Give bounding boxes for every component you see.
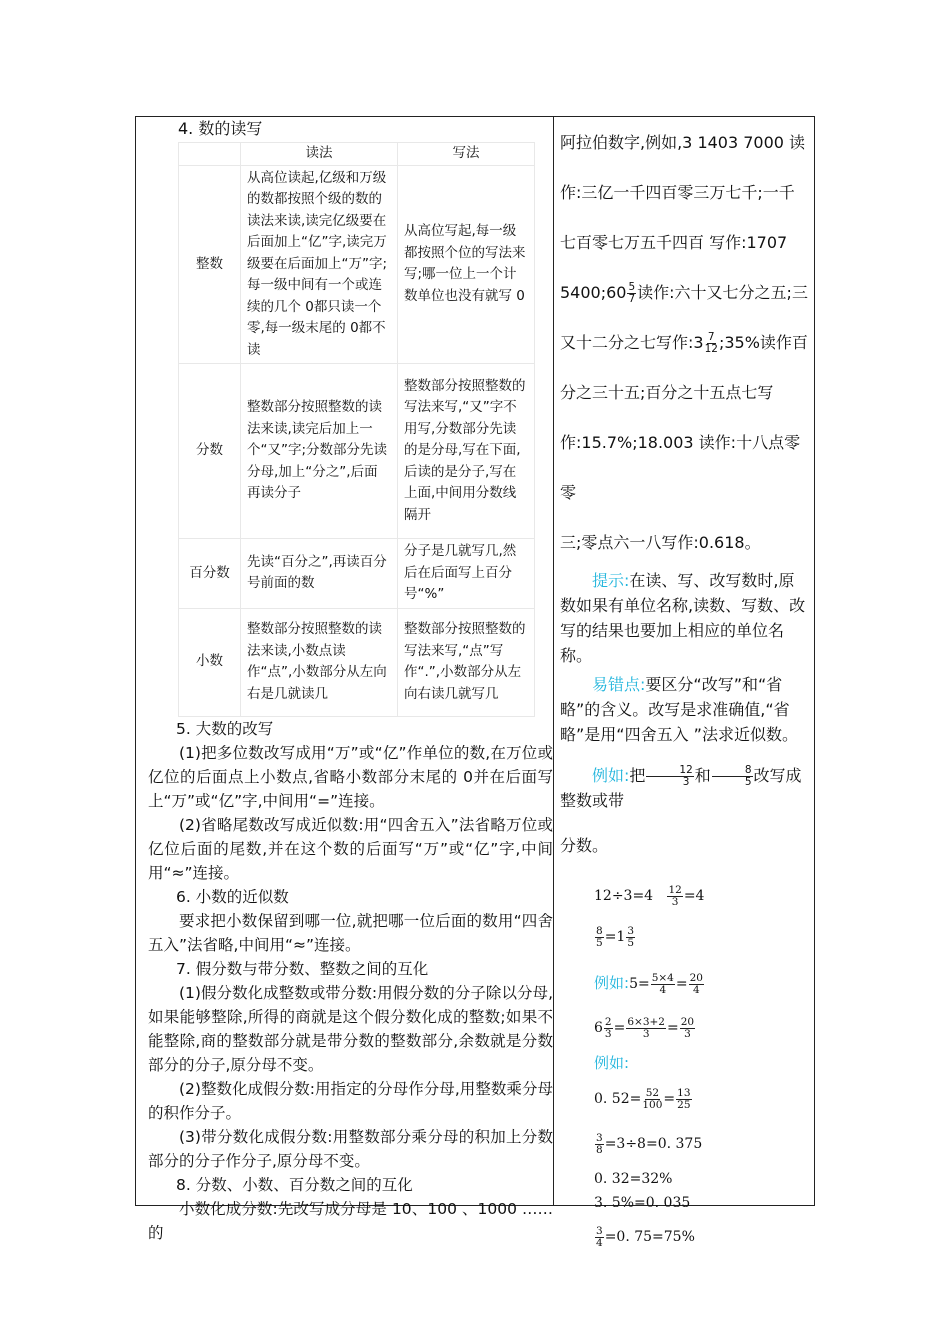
read-cell: 从高位读起,亿级和万级的数都按照个级的数的读法来读,读完亿级要在后面加上“亿”字,读完万级要在后面加上“万”字;每一级中间有一个或连续的几个 0都只读一个零,每一级末尾的 0都不读 [241,165,398,364]
row-header: 小数 [179,608,241,716]
math-line: $\frac{3}{8}$ =3÷8=0. 375 [596,1131,703,1156]
section-8-title: 8. 分数、小数、百分数之间的互化 [176,1175,413,1194]
write-cell: 从高位写起,每一级都按照个位的写法来写;哪一位上一个计数单位也没有就写 0 [398,165,535,364]
left-column [148,118,553,1245]
math-line: 12÷3=4 $\frac{12}{3}$ =4 [594,883,705,908]
section-5-title: 5. 大数的改写 [176,719,274,738]
math-line: 例如:5= $\frac{5\times 4}{4}$ = $\frac{20}{4}$ [594,971,703,996]
column-divider [553,116,554,1206]
section-7-title: 7. 假分数与带分数、整数之间的互化 [176,959,429,978]
example-line: 七百零七万五千四百 写作:1707 [560,233,788,252]
row-header: 整数 [179,165,241,364]
write-cell: 整数部分按照整数的写法来写,“点”写作“.”,小数部分从左向右读几就写几 [398,608,535,716]
tip-note: 提示:在读、写、改写数时,原数如果有单位名称,读数、写数、改写的结果也要加上相应的单位名称。 [560,571,806,665]
paragraph: (1)假分数化成整数或带分数:用假分数的分子除以分母,如果能够整除,所得的商就是这个假分数化成的整数;如果不能整除,商的整数部分就是带分数的整数部分,余数就是分数部分的分子,原分母不变。 [148,983,553,1074]
right-column [560,118,810,1259]
example-line: 分之三十五;百分之十五点七写 [560,383,774,402]
paragraph: 小数化成分数:先改写成分母是 10、100 、1000 ……的 [148,1199,553,1242]
col-write-header: 写法 [398,143,535,166]
read-cell: 先读“百分之”,再读百分号前面的数 [241,539,398,609]
col-read-header: 读法 [241,143,398,166]
math-line: $\frac{3}{4}$ =0. 75=75% [596,1224,695,1249]
example-line: 作:三亿一千四百零三万七千;一千 [560,183,795,202]
paragraph: (2)省略尾数改写成近似数:用“四舍五入”法省略万位或亿位后面的尾数,并在这个数的后面写“万”或“亿”字,中间用“≈”连接。 [148,815,553,882]
paragraph: (3)带分数化成假分数:用整数部分乘分母的积加上分数部分的分子作分子,原分母不变。 [148,1127,553,1170]
math-line: $\frac{8}{5}$ =1 $\frac{3}{5}$ [596,924,635,949]
example-label-line: 例如: [594,1054,630,1072]
example-line: 作:15.7%;18.003 读作:十八点零零 [560,433,801,502]
write-cell: 整数部分按照整数的写法来写,“又”字不用写,分数部分先读的是分母,写在下面,后读的是分子,写在上面,中间用分数线隔开 [398,364,535,539]
section-4-title: 4. 数的读写 [178,119,263,138]
example-line: 又十二分之七写作:3 $\frac{7}{12}$ ;35%读作百 [560,331,808,355]
example-label: 例如: [592,766,630,785]
row-header: 百分数 [179,539,241,609]
section-6-title: 6. 小数的近似数 [176,887,289,906]
math-line: 0. 52= $\frac{52}{100}$ = $\frac{13}{25}$ [594,1086,691,1111]
error-note: 易错点:要区分“改写”和“省略”的含义。改写是求准确值,“省略”是用“四舍五入 ”法求近似数。 [560,675,798,744]
example-line: 5400;60 $\frac{5}{7}$ 读作:六十又七分之五;三 [560,281,808,305]
paragraph: 要求把小数保留到哪一位,就把哪一位后面的数用“四舍五入”法省略,中间用“≈”连接。 [148,911,553,954]
math-line: 3. 5%=0. 035 [594,1195,691,1211]
error-label: 易错点: [592,675,646,694]
row-header: 分数 [179,364,241,539]
example-line: 分数。 [560,836,609,855]
math-line: 0. 32=32% [594,1171,673,1187]
read-write-table [178,142,535,717]
read-cell: 整数部分按照整数的读法来读,读完后加上一个“又”字;分数部分先读分母,加上“分之”,后面再读分子 [241,364,398,539]
example-line: 阿拉伯数字,例如,3 1403 7000 读 [560,133,806,152]
paragraph: (2)整数化成假分数:用指定的分母作分母,用整数乘分母的积作分子。 [148,1079,553,1122]
paragraph: (1)把多位数改写成用“万”或“亿”作单位的数,在万位或亿位的后面点上小数点,省略小数部分末尾的 0并在后面写上“万”或“亿”字,中间用“=”连接。 [148,743,553,810]
read-cell: 整数部分按照整数的读法来读,小数点读作“点”,小数部分从左向右是几就读几 [241,608,398,716]
math-line: 6 $\frac{2}{3}$ = $\frac{6\times 3+2}{3}$ = $\frac{20}{3}$ [594,1015,695,1040]
example-prompt: 例如:把 $\frac{12}{3}$ 和 $\frac{8}{5}$ 改写成整数或带 [560,764,802,810]
example-line: 三;零点六一八写作:0.618。 [560,533,761,552]
write-cell: 分子是几就写几,然后在后面写上百分号“%” [398,539,535,609]
tip-label: 提示: [592,571,630,590]
